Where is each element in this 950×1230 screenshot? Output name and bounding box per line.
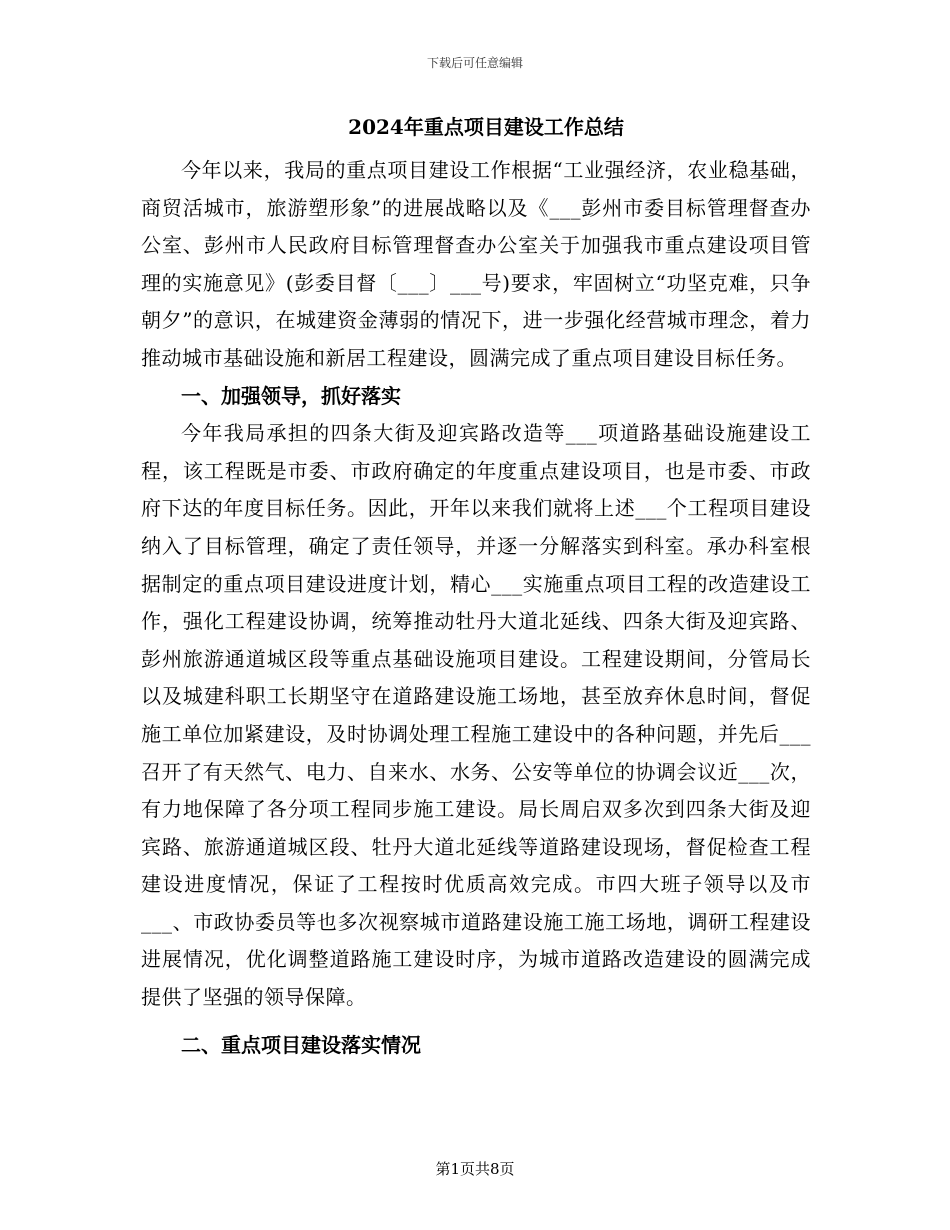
section-1-heading: 一、加强领导，抓好落实 xyxy=(181,383,401,408)
section-2-heading: 二、重点项目建设落实情况 xyxy=(181,1032,421,1057)
section-1-paragraph: 今年我局承担的四条大街及迎宾路改造等___项道路基础设施建设工程，该工程既是市委、市政府确定的年度重点建设项目，也是市委、市政府下达的年度目标任务。因此，开年以来我们就将上述___个工程项目建设纳入了目标管理，确定了责任领导，并逐一分解落实到科室。承办科室根据制定的重点项目建设进度计划，精心___实施重点项目工程的改造建设工作，强化工程建设协调，统筹推动牡丹大道北延线、四条大街及迎宾路、彭州旅游通道城区段等重点基础设施项目建设。工程建设期间，分管局长以及城建科职工长期坚守在道路建设施工场地，甚至放弃休息时间，督促施工单位加紧建设，及时协调处理工程施工建设中的各种问题，并先后___召开了有天然气、电力、自来水、水务、公安等单位的协调会议近___次，有力地保障了各分项工程同步施工建设。局长周启双多次到四条大街及迎宾路、旅游通道城区段、牡丹大道北延线等道路建设现场，督促检查工程建设进度情况，保证了工程按时优质高效完成。市四大班子领导以及市___、市政协委员等也多次视察城市道路建设施工施工场地，调研工程建设进展情况，优化调整道路施工建设时序，为城市道路改造建设的圆满完成提供了坚强的领导保障。 xyxy=(141,421,811,1010)
intro-paragraph: 今年以来，我局的重点项目建设工作根据“工业强经济，农业稳基础，商贸活城市，旅游塑形象”的进展战略以及《___彭州市委目标管理督查办公室、彭州市人民政府目标管理督查办公室关于加强我市重点建设项目管理的实施意见》(彭委目督〔___〕___号)要求，牢固树立“功坚克难，只争朝夕”的意识，在城建资金薄弱的情况下，进一步强化经营城市理念，着力推动城市基础设施和新居工程建设，圆满完成了重点项目建设目标任务。 xyxy=(141,158,811,370)
document-title: 2024年重点项目建设工作总结 xyxy=(348,115,624,139)
page-number-footer: 第1页共8页 xyxy=(435,1160,515,1178)
page-header-note: 下载后可任意编辑 xyxy=(426,56,523,70)
document-body xyxy=(141,112,811,1064)
